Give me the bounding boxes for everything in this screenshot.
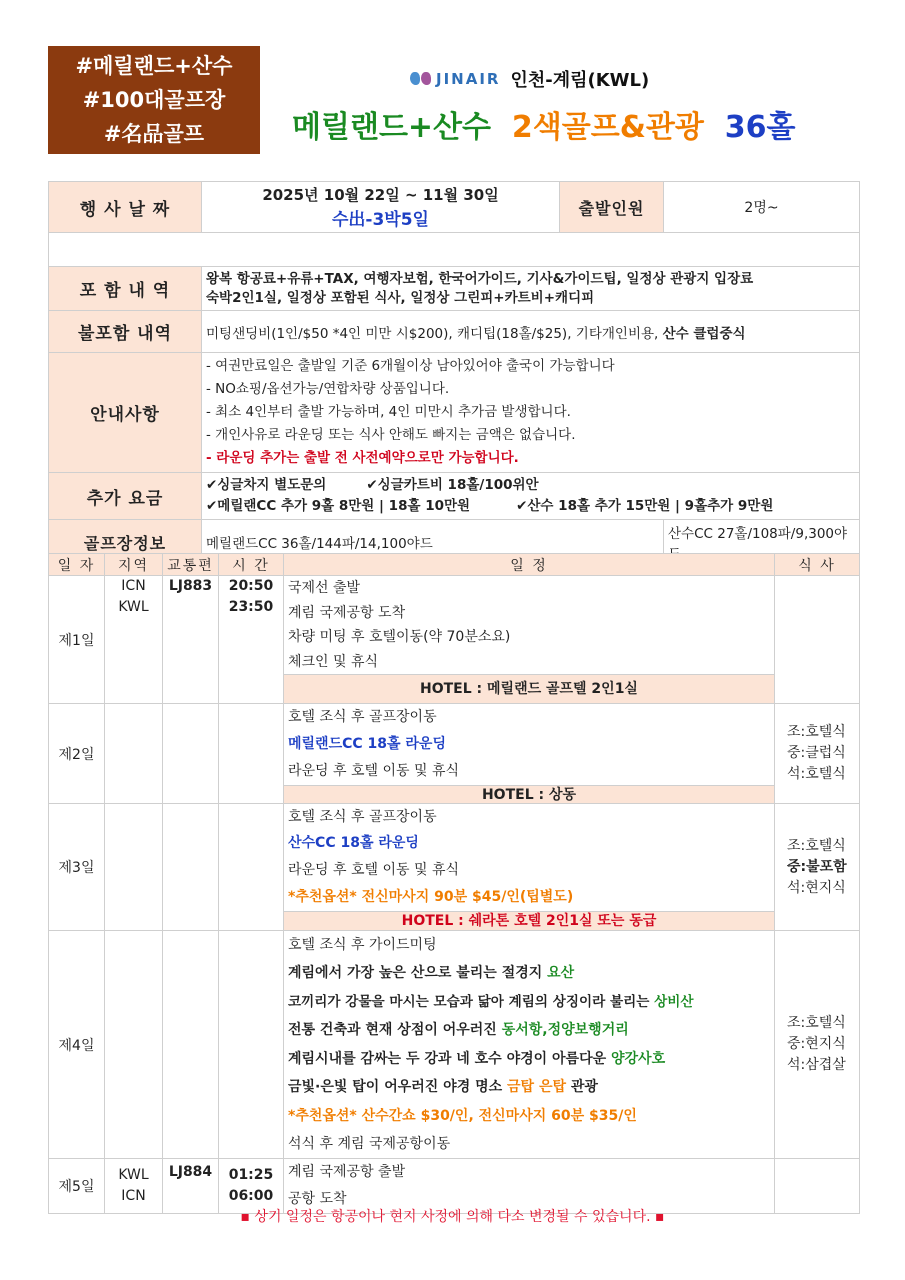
day-label: 제3일 [49, 804, 105, 931]
itinerary-line: 라운딩 후 호텔 이동 및 휴식 [288, 763, 460, 779]
meal-breakfast: 조:호텔식 [787, 837, 846, 854]
include-line-1: 왕복 항공료+유류+TAX, 여행자보험, 한국어가이드, 기사&가이드팁, 일정상 관광지 입장료 [206, 270, 754, 287]
hotel-info: HOTEL : 상동 [284, 785, 774, 803]
arrive-time: 06:00 [228, 1188, 274, 1204]
meal-dinner: 석:호텔식 [787, 766, 846, 782]
day-label: 제5일 [49, 1159, 105, 1214]
route-title: 인천-계림(KWL) [510, 70, 650, 91]
notice-line-2: - NO쇼핑/옵션가능/연합차량 상품입니다. [206, 381, 450, 397]
itinerary-line: 차량 미팅 후 호텔이동(약 70분소요) [288, 629, 511, 645]
hashtag-box [48, 46, 260, 154]
itinerary-text: 관광 [566, 1079, 598, 1095]
itinerary-line: 메릴랜드CC 18홀 라운딩 [288, 736, 446, 752]
itinerary-line: 호텔 조식 후 골프장이동 [288, 809, 437, 825]
itinerary-line: 국제선 출발 [288, 580, 361, 596]
arrive-time: 23:50 [228, 599, 274, 615]
hashtag-2: #100대골프장 [82, 88, 226, 112]
itinerary-text: 계림에서 가장 높은 산으로 불리는 절경지 [288, 965, 548, 981]
meal-lunch: 중:불포함 [787, 858, 847, 875]
region: KWL ICN [105, 1159, 163, 1214]
flight: LJ883 [163, 576, 219, 704]
option-line: *추천옵션* 산수간쇼 $30/인, 전신마사지 60분 $35/인 [288, 1107, 637, 1124]
itinerary-text: 전통 건축과 현재 상점이 어우러진 [288, 1022, 502, 1038]
meal-dinner: 석:삼겹살 [787, 1057, 846, 1073]
day4-row [49, 931, 860, 1159]
golf-label: 골프장정보 [49, 520, 202, 565]
schedule-table [48, 553, 860, 1214]
headline-theme: 2색골프&관광 [511, 110, 704, 145]
col-region: 지역 [105, 554, 163, 576]
date-label: 행 사 날 짜 [49, 182, 202, 233]
headline-holes: 36홀 [724, 110, 796, 145]
day-label: 제1일 [49, 576, 105, 704]
exclude-bold: 산수 클럽중식 [662, 325, 746, 342]
itinerary-line: 호텔 조식 후 가이드미팅 [288, 937, 437, 953]
meal-lunch: 중:현지식 [787, 1036, 846, 1052]
col-time: 시 간 [219, 554, 284, 576]
col-day: 일 자 [49, 554, 105, 576]
extra-single-cart: ✔싱글카트비 18홀/100위안 [366, 477, 539, 493]
itinerary-text: 금빛·은빛 탑이 어우러진 야경 명소 [288, 1079, 508, 1095]
include-line-2: 숙박2인1실, 일정상 포함된 식사, 일정상 그린피+카트비+캐디피 [206, 289, 595, 306]
itinerary-text: 계림시내를 감싸는 두 강과 네 호수 야경이 아름다운 [288, 1050, 611, 1067]
day2-row [49, 704, 860, 804]
sight-yaoshan: 요산 [547, 965, 575, 981]
footnote: ▪ 상기 일정은 항공이나 현지 사정에 의해 다소 변경될 수 있습니다. ▪ [240, 1209, 665, 1225]
airline-logo-text: JINAIR [436, 70, 501, 88]
depart-time: 20:50 [228, 578, 274, 594]
extra-single: ✔싱글차지 별도문의 [206, 477, 327, 493]
itinerary-line: 산수CC 18홀 라운딩 [288, 835, 419, 851]
itinerary-line: 계림 국제공항 출발 [288, 1164, 406, 1180]
date-sub: 수出-3박5일 [332, 210, 429, 230]
flight: LJ884 [163, 1159, 219, 1214]
golf-sansu: 산수CC 27홀/108파/9,300야 [664, 520, 860, 565]
sight-street: 동서항,정양보행거리 [501, 1022, 629, 1038]
hashtag-1: #메릴랜드+산수 [75, 54, 233, 78]
col-meal: 식 사 [775, 554, 860, 576]
itinerary-line: 계림 국제공항 도착 [288, 604, 406, 621]
blank-row [49, 233, 860, 267]
col-flight: 교통편 [163, 554, 219, 576]
meal-breakfast: 조:호텔식 [787, 724, 846, 740]
itinerary-line: 라운딩 후 호텔 이동 및 휴식 [288, 862, 460, 878]
meal-dinner: 석:현지식 [787, 879, 846, 896]
pax-value: 2명~ [664, 182, 860, 233]
notice-label: 안내사항 [49, 353, 202, 473]
sight-pagodas: 금탑 은탑 [507, 1079, 567, 1095]
itinerary-line: 공항 도착 [288, 1191, 347, 1207]
headline-courses: 메릴랜드+산수 [292, 110, 492, 145]
itinerary-line: 체크인 및 휴식 [288, 653, 379, 670]
extra-sansu: ✔산수 18홀 추가 15만원 | 9홀추가 9만원 [516, 498, 774, 514]
include-label: 포 함 내 역 [49, 267, 202, 311]
extra-label: 추가 요금 [49, 473, 202, 520]
day-label: 제2일 [49, 704, 105, 804]
sight-elephant-hill: 상비산 [654, 993, 694, 1010]
itinerary-text: 코끼리가 강물을 마시는 모습과 닮아 계림의 상징이라 불리는 [288, 993, 655, 1010]
airline-logo [410, 70, 500, 88]
hotel-info: HOTEL : 메릴랜드 골프텔 2인1실 [284, 674, 774, 703]
butterfly-icon [410, 72, 432, 86]
sight-two-rivers: 양강사호 [611, 1050, 666, 1067]
day-label: 제4일 [49, 931, 105, 1159]
option-line: *추천옵션* 전신마사지 90분 $45/인(팁별도) [288, 889, 574, 905]
meal-breakfast: 조:호텔식 [787, 1015, 846, 1031]
golf-meryland: 메릴랜드CC 36홀/144파/14,100야드 [202, 520, 664, 565]
notice-line-3: - 최소 4인부터 출발 가능하며, 4인 미만시 추가금 발생합니다. [206, 404, 571, 420]
date-value: 2025년 10월 22일 ~ 11월 30일 [262, 186, 499, 204]
itinerary-line: 호텔 조식 후 골프장이동 [288, 709, 437, 725]
notice-line-1: - 여권만료일은 출발일 기준 6개월이상 남아있어야 출국이 가능합니다 [206, 358, 615, 374]
day3-row [49, 804, 860, 931]
day1-row [49, 576, 860, 704]
notice-line-4: - 개인사유로 라운딩 또는 식사 안해도 빠지는 금액은 없습니다. [206, 427, 576, 443]
info-table [48, 181, 860, 565]
itinerary-line: 석식 후 계림 국제공항이동 [288, 1136, 451, 1152]
brand-header [410, 66, 649, 92]
extra-meryland: ✔메릴랜CC 추가 9홀 8만원 | 18홀 10만원 [206, 498, 471, 514]
hotel-info: HOTEL : 쉐라톤 호텔 2인1실 또는 동급 [284, 911, 774, 930]
region: ICN KWL [105, 576, 163, 704]
exclude-text: 미팅샌딩비(1인/$50 *4인 미만 시$200), 캐디팁(18홀/$25), 기타개인비용, [206, 325, 663, 342]
depart-time: 01:25 [228, 1167, 274, 1183]
product-headline [292, 102, 795, 146]
meal-lunch: 중:클럽식 [787, 745, 846, 761]
exclude-label: 불포함 내역 [49, 311, 202, 353]
meal-cell [775, 576, 860, 704]
pax-label: 출발인원 [560, 182, 664, 233]
col-itinerary: 일 정 [284, 554, 775, 576]
notice-line-red: - 라운딩 추가는 출발 전 사전예약으로만 가능합니다. [206, 450, 519, 466]
hashtag-3: #名品골프 [103, 122, 205, 146]
